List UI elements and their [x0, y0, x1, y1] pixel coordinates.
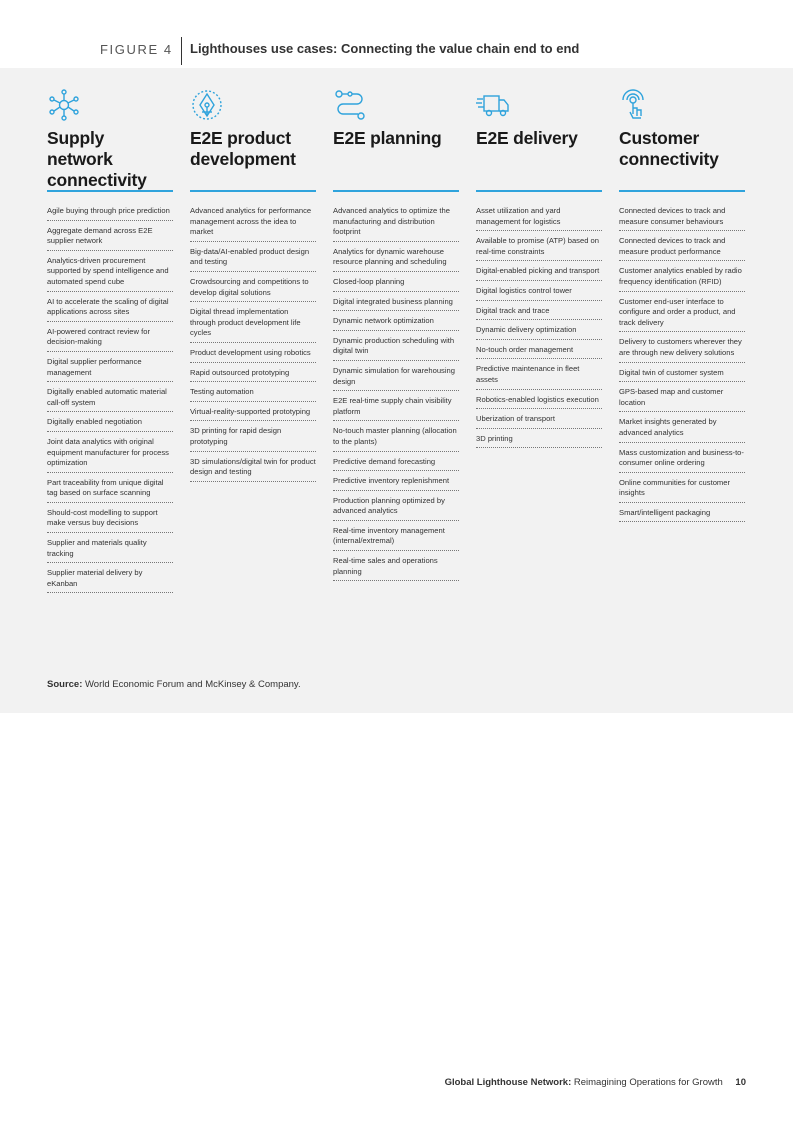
column-divider — [333, 190, 459, 192]
use-case-list — [476, 206, 602, 448]
list-item: Real-time inventory management (internal/extremal) — [333, 526, 459, 551]
list-item: Supplier material delivery by eKanban — [47, 568, 173, 593]
column-product-development — [190, 88, 316, 487]
list-item: AI-powered contract review for decision-making — [47, 327, 173, 352]
list-item: Should-cost modelling to support make versus buy decisions — [47, 508, 173, 533]
use-case-list — [190, 206, 316, 482]
column-divider — [476, 190, 602, 192]
list-item: Predictive inventory replenishment — [333, 476, 459, 491]
list-item: Advanced analytics to optimize the manufacturing and distribution footprint — [333, 206, 459, 242]
list-item: Rapid outsourced prototyping — [190, 368, 316, 383]
column-divider — [619, 190, 745, 192]
list-item: Digital thread implementation through product development life cycles — [190, 307, 316, 343]
network-nodes-icon — [47, 88, 81, 122]
list-item: Connected devices to track and measure consumer behaviours — [619, 206, 745, 231]
list-item: E2E real-time supply chain visibility platform — [333, 396, 459, 421]
list-item: Digital track and trace — [476, 306, 602, 321]
list-item: Supplier and materials quality tracking — [47, 538, 173, 563]
list-item: Connected devices to track and measure product performance — [619, 236, 745, 261]
page-number: 10 — [735, 1077, 746, 1088]
column-divider — [190, 190, 316, 192]
list-item: Dynamic simulation for warehousing design — [333, 366, 459, 391]
list-item: Dynamic production scheduling with digital twin — [333, 336, 459, 361]
list-item: Analytics-driven procurement supported by spend intelligence and automated spend cube — [47, 256, 173, 292]
list-item: Digital supplier performance management — [47, 357, 173, 382]
source-label: Source: — [47, 679, 83, 690]
list-item: Smart/intelligent packaging — [619, 508, 745, 523]
column-title: Customer connectivity — [619, 128, 719, 169]
list-item: 3D simulations/digital twin for product design and testing — [190, 457, 316, 482]
list-item: Predictive demand forecasting — [333, 457, 459, 472]
list-item: Real-time sales and operations planning — [333, 556, 459, 581]
list-item: Market insights generated by advanced analytics — [619, 417, 745, 442]
pen-nib-icon — [190, 88, 224, 122]
use-case-list — [333, 206, 459, 581]
touch-signal-icon — [619, 88, 653, 122]
column-title: Supply network connectivity — [47, 128, 147, 190]
list-item: Big-data/AI-enabled product design and testing — [190, 247, 316, 272]
figure-header — [0, 34, 793, 68]
figure-label: FIGURE 4 — [100, 42, 173, 57]
list-item: Predictive maintenance in fleet assets — [476, 364, 602, 389]
source-note — [47, 679, 301, 690]
source-text: World Economic Forum and McKinsey & Company. — [85, 679, 301, 690]
delivery-truck-icon — [476, 88, 510, 122]
list-item: Virtual-reality-supported prototyping — [190, 407, 316, 422]
column-supply-network — [47, 88, 173, 598]
list-item: Delivery to customers wherever they are through new delivery solutions — [619, 337, 745, 362]
list-item: Joint data analytics with original equipment manufacturer for process optimization — [47, 437, 173, 473]
list-item: No-touch order management — [476, 345, 602, 360]
use-case-list — [619, 206, 745, 522]
list-item: Uberization of transport — [476, 414, 602, 429]
list-item: Aggregate demand across E2E supplier network — [47, 226, 173, 251]
list-item: Available to promise (ATP) based on real-time constraints — [476, 236, 602, 261]
figure-panel — [0, 68, 793, 713]
list-item: Agile buying through price prediction — [47, 206, 173, 221]
list-item: Digitally enabled negotiation — [47, 417, 173, 432]
list-item: Digital logistics control tower — [476, 286, 602, 301]
list-item: Mass customization and business-to-consumer online ordering — [619, 448, 745, 473]
list-item: Production planning optimized by advanced analytics — [333, 496, 459, 521]
report-name: Global Lighthouse Network: — [444, 1077, 572, 1088]
list-item: Robotics-enabled logistics execution — [476, 395, 602, 410]
list-item: Closed-loop planning — [333, 277, 459, 292]
list-item: No-touch master planning (allocation to the plants) — [333, 426, 459, 451]
list-item: Part traceability from unique digital tag based on surface scanning — [47, 478, 173, 503]
list-item: Digital twin of customer system — [619, 368, 745, 383]
figure-divider — [181, 37, 182, 65]
list-item: Customer end-user interface to configure and order a product, and track delivery — [619, 297, 745, 333]
column-title: E2E product development — [190, 128, 296, 169]
column-title: E2E delivery — [476, 128, 578, 148]
list-item: AI to accelerate the scaling of digital applications across sites — [47, 297, 173, 322]
column-title: E2E planning — [333, 128, 442, 148]
column-customer-connectivity — [619, 88, 745, 527]
list-item: Analytics for dynamic warehouse resource planning and scheduling — [333, 247, 459, 272]
list-item: 3D printing — [476, 434, 602, 449]
list-item: Dynamic delivery optimization — [476, 325, 602, 340]
list-item: Digital integrated business planning — [333, 297, 459, 312]
list-item: Digitally enabled automatic material call-off system — [47, 387, 173, 412]
list-item: Asset utilization and yard management for logistics — [476, 206, 602, 231]
list-item: Online communities for customer insights — [619, 478, 745, 503]
list-item: Digital-enabled picking and transport — [476, 266, 602, 281]
column-delivery — [476, 88, 602, 453]
figure-title: Lighthouses use cases: Connecting the value chain end to end — [190, 41, 580, 56]
list-item: Testing automation — [190, 387, 316, 402]
list-item: Crowdsourcing and competitions to develop digital solutions — [190, 277, 316, 302]
page-footer — [445, 1077, 746, 1088]
list-item: GPS-based map and customer location — [619, 387, 745, 412]
list-item: Dynamic network optimization — [333, 316, 459, 331]
list-item: Product development using robotics — [190, 348, 316, 363]
column-planning — [333, 88, 459, 586]
list-item: Advanced analytics for performance management across the idea to market — [190, 206, 316, 242]
list-item: 3D printing for rapid design prototyping — [190, 426, 316, 451]
list-item: Customer analytics enabled by radio frequency identification (RFID) — [619, 266, 745, 291]
route-path-icon — [333, 88, 367, 122]
use-case-list — [47, 206, 173, 593]
report-subtitle: Reimagining Operations for Growth — [573, 1077, 723, 1088]
